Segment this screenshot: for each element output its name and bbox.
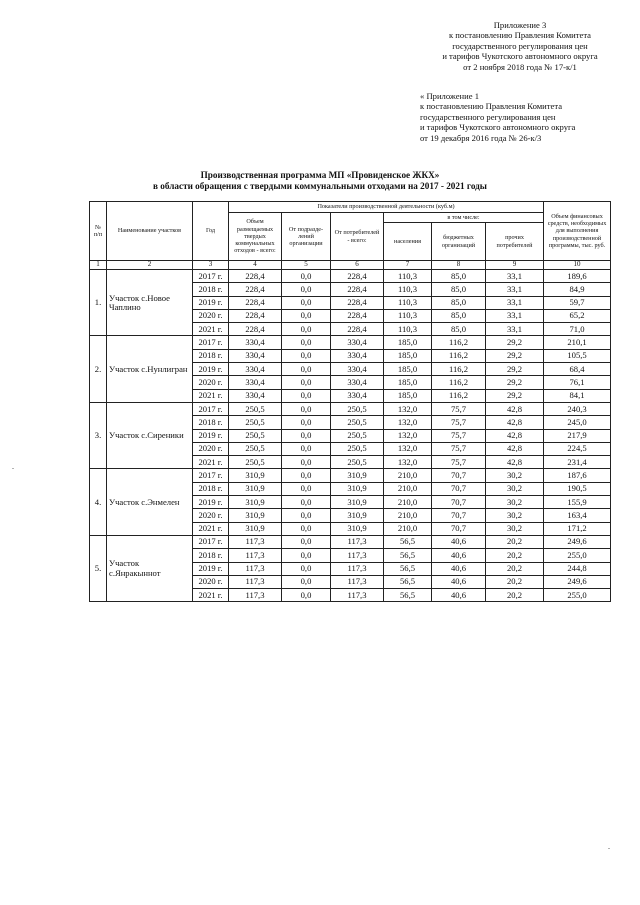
column-numbers-row [90, 261, 611, 270]
value-cell: 228,4 [229, 296, 282, 309]
year-cell: 2018 г. [193, 482, 229, 495]
value-cell: 117,3 [229, 562, 282, 575]
section-name: Участок с.Нунлигран [107, 336, 193, 402]
value-cell: 0,0 [282, 349, 331, 362]
value-cell: 70,7 [432, 522, 486, 535]
value-cell: 228,4 [229, 283, 282, 296]
value-cell: 117,3 [229, 535, 282, 548]
section-index: 1. [90, 270, 107, 336]
value-cell: 29,2 [486, 336, 544, 349]
value-cell: 42,8 [486, 402, 544, 415]
value-cell: 250,5 [331, 416, 384, 429]
value-cell: 116,2 [432, 389, 486, 402]
table-row [90, 535, 611, 548]
value-cell: 75,7 [432, 402, 486, 415]
value-cell: 330,4 [331, 376, 384, 389]
value-cell: 0,0 [282, 535, 331, 548]
header-year: Год [193, 202, 229, 261]
value-cell: 0,0 [282, 336, 331, 349]
value-cell: 132,0 [384, 456, 432, 469]
value-cell: 29,2 [486, 349, 544, 362]
column-number: 9 [486, 261, 544, 270]
value-cell: 0,0 [282, 402, 331, 415]
year-cell: 2021 г. [193, 589, 229, 602]
value-cell: 0,0 [282, 309, 331, 322]
year-cell: 2019 г. [193, 496, 229, 509]
value-cell: 330,4 [229, 363, 282, 376]
value-cell: 0,0 [282, 376, 331, 389]
value-cell: 250,5 [229, 416, 282, 429]
value-cell: 71,0 [544, 323, 611, 336]
section-name: Участок с.Янракыннот [107, 535, 193, 601]
appendix-line: от 2 ноября 2018 года № 17-к/1 [463, 61, 577, 72]
section-name: Участок с.Новое Чаплино [107, 270, 193, 336]
value-cell: 70,7 [432, 496, 486, 509]
value-cell: 330,4 [331, 349, 384, 362]
value-cell: 20,2 [486, 589, 544, 602]
value-cell: 110,3 [384, 323, 432, 336]
value-cell: 231,4 [544, 456, 611, 469]
value-cell: 0,0 [282, 416, 331, 429]
value-cell: 105,5 [544, 349, 611, 362]
value-cell: 0,0 [282, 323, 331, 336]
value-cell: 132,0 [384, 416, 432, 429]
title-line-1: Производственная программа МП «Провиденское ЖКХ» [200, 170, 440, 180]
value-cell: 330,4 [229, 349, 282, 362]
scan-mark: . [608, 842, 610, 851]
value-cell: 249,6 [544, 575, 611, 588]
document-title [90, 170, 550, 192]
year-cell: 2020 г. [193, 309, 229, 322]
value-cell: 250,5 [331, 442, 384, 455]
value-cell: 240,3 [544, 402, 611, 415]
value-cell: 250,5 [229, 442, 282, 455]
year-cell: 2020 г. [193, 575, 229, 588]
year-cell: 2020 г. [193, 509, 229, 522]
section-name: Участок с.Энмелен [107, 469, 193, 535]
value-cell: 255,0 [544, 589, 611, 602]
value-cell: 33,1 [486, 270, 544, 283]
value-cell: 84,1 [544, 389, 611, 402]
appendix-1-block [420, 91, 620, 143]
value-cell: 33,1 [486, 323, 544, 336]
header-finance: Объем финансовых средств, необходимых для выполнения производственной программы, тыс. руб. [544, 202, 611, 261]
value-cell: 40,6 [432, 562, 486, 575]
value-cell: 255,0 [544, 549, 611, 562]
value-cell: 30,2 [486, 509, 544, 522]
value-cell: 155,9 [544, 496, 611, 509]
header-volume: Объем размещаемых твердых коммунальных отходов - всего: [229, 213, 282, 261]
value-cell: 30,2 [486, 522, 544, 535]
production-program-table [89, 201, 611, 602]
value-cell: 116,2 [432, 349, 486, 362]
value-cell: 65,2 [544, 309, 611, 322]
year-cell: 2020 г. [193, 376, 229, 389]
value-cell: 20,2 [486, 535, 544, 548]
header-indicators: Показатели производственной деятельности (куб.м) [229, 202, 544, 213]
value-cell: 84,9 [544, 283, 611, 296]
value-cell: 33,1 [486, 283, 544, 296]
value-cell: 29,2 [486, 363, 544, 376]
value-cell: 42,8 [486, 456, 544, 469]
value-cell: 310,9 [229, 509, 282, 522]
column-number: 8 [432, 261, 486, 270]
value-cell: 29,2 [486, 389, 544, 402]
value-cell: 330,4 [229, 376, 282, 389]
value-cell: 0,0 [282, 442, 331, 455]
header-consumers: От потребителей - всего: [331, 213, 384, 261]
table-row [90, 469, 611, 482]
value-cell: 187,6 [544, 469, 611, 482]
value-cell: 132,0 [384, 429, 432, 442]
year-cell: 2018 г. [193, 416, 229, 429]
value-cell: 190,5 [544, 482, 611, 495]
year-cell: 2021 г. [193, 456, 229, 469]
year-cell: 2021 г. [193, 389, 229, 402]
value-cell: 75,7 [432, 416, 486, 429]
value-cell: 68,4 [544, 363, 611, 376]
value-cell: 0,0 [282, 496, 331, 509]
value-cell: 33,1 [486, 296, 544, 309]
value-cell: 40,6 [432, 535, 486, 548]
value-cell: 228,4 [331, 323, 384, 336]
value-cell: 310,9 [331, 482, 384, 495]
header-num: № п/п [90, 202, 107, 261]
column-number: 2 [107, 261, 193, 270]
value-cell: 228,4 [229, 323, 282, 336]
value-cell: 85,0 [432, 283, 486, 296]
scan-mark: . [12, 462, 14, 471]
value-cell: 228,4 [331, 283, 384, 296]
column-number: 5 [282, 261, 331, 270]
value-cell: 75,7 [432, 429, 486, 442]
year-cell: 2019 г. [193, 363, 229, 376]
value-cell: 30,2 [486, 469, 544, 482]
value-cell: 117,3 [331, 535, 384, 548]
column-number: 1 [90, 261, 107, 270]
value-cell: 85,0 [432, 296, 486, 309]
year-cell: 2019 г. [193, 562, 229, 575]
header-budget: бюджетных организаций [432, 223, 486, 261]
column-number: 3 [193, 261, 229, 270]
year-cell: 2018 г. [193, 283, 229, 296]
value-cell: 40,6 [432, 575, 486, 588]
value-cell: 0,0 [282, 270, 331, 283]
appendix-line: Приложение 3 [493, 20, 547, 30]
value-cell: 75,7 [432, 456, 486, 469]
value-cell: 85,0 [432, 309, 486, 322]
value-cell: 310,9 [229, 522, 282, 535]
appendix-line: и тарифов Чукотского автономного округа [420, 122, 576, 133]
value-cell: 0,0 [282, 549, 331, 562]
value-cell: 330,4 [331, 389, 384, 402]
year-cell: 2021 г. [193, 323, 229, 336]
column-number: 7 [384, 261, 432, 270]
value-cell: 70,7 [432, 482, 486, 495]
appendix-line: к постановлению Правления Комитета [448, 30, 591, 41]
year-cell: 2017 г. [193, 535, 229, 548]
value-cell: 171,2 [544, 522, 611, 535]
value-cell: 110,3 [384, 270, 432, 283]
value-cell: 0,0 [282, 522, 331, 535]
value-cell: 228,4 [331, 296, 384, 309]
value-cell: 132,0 [384, 402, 432, 415]
value-cell: 117,3 [229, 549, 282, 562]
value-cell: 110,3 [384, 309, 432, 322]
table-body [90, 270, 611, 602]
year-cell: 2021 г. [193, 522, 229, 535]
value-cell: 116,2 [432, 336, 486, 349]
year-cell: 2019 г. [193, 296, 229, 309]
header-name: Наименование участков [107, 202, 193, 261]
header-divisions: От подразде-лений организации [282, 213, 331, 261]
appendix-line: « Приложение 1 [420, 91, 480, 101]
year-cell: 2018 г. [193, 349, 229, 362]
value-cell: 310,9 [229, 469, 282, 482]
value-cell: 0,0 [282, 283, 331, 296]
value-cell: 245,0 [544, 416, 611, 429]
value-cell: 330,4 [229, 336, 282, 349]
value-cell: 210,0 [384, 522, 432, 535]
value-cell: 117,3 [331, 549, 384, 562]
value-cell: 0,0 [282, 575, 331, 588]
value-cell: 310,9 [331, 522, 384, 535]
value-cell: 310,9 [229, 496, 282, 509]
value-cell: 33,1 [486, 309, 544, 322]
value-cell: 224,5 [544, 442, 611, 455]
value-cell: 310,9 [331, 509, 384, 522]
value-cell: 249,6 [544, 535, 611, 548]
value-cell: 76,1 [544, 376, 611, 389]
appendix-line: и тарифов Чукотского автономного округа [442, 51, 598, 62]
value-cell: 110,3 [384, 296, 432, 309]
value-cell: 228,4 [331, 270, 384, 283]
year-cell: 2020 г. [193, 442, 229, 455]
value-cell: 228,4 [229, 270, 282, 283]
value-cell: 117,3 [331, 575, 384, 588]
value-cell: 20,2 [486, 549, 544, 562]
value-cell: 210,0 [384, 496, 432, 509]
value-cell: 250,5 [331, 456, 384, 469]
section-index: 5. [90, 535, 107, 601]
value-cell: 56,5 [384, 589, 432, 602]
value-cell: 42,8 [486, 442, 544, 455]
year-cell: 2017 г. [193, 270, 229, 283]
value-cell: 29,2 [486, 376, 544, 389]
value-cell: 250,5 [331, 402, 384, 415]
value-cell: 250,5 [229, 429, 282, 442]
value-cell: 75,7 [432, 442, 486, 455]
value-cell: 30,2 [486, 496, 544, 509]
table-row [90, 270, 611, 283]
title-line-2: в области обращения с твердыми коммунальными отходами на 2017 - 2021 годы [153, 181, 487, 191]
table-row [90, 402, 611, 415]
value-cell: 85,0 [432, 270, 486, 283]
value-cell: 0,0 [282, 456, 331, 469]
value-cell: 244,8 [544, 562, 611, 575]
value-cell: 163,4 [544, 509, 611, 522]
value-cell: 56,5 [384, 562, 432, 575]
value-cell: 42,8 [486, 429, 544, 442]
appendix-line: государственного регулирования цен [420, 111, 556, 122]
header-population: населения [384, 223, 432, 261]
value-cell: 185,0 [384, 376, 432, 389]
value-cell: 20,2 [486, 575, 544, 588]
value-cell: 59,7 [544, 296, 611, 309]
value-cell: 117,3 [331, 562, 384, 575]
value-cell: 56,5 [384, 575, 432, 588]
value-cell: 185,0 [384, 336, 432, 349]
value-cell: 210,0 [384, 482, 432, 495]
value-cell: 0,0 [282, 363, 331, 376]
section-index: 4. [90, 469, 107, 535]
year-cell: 2017 г. [193, 402, 229, 415]
value-cell: 185,0 [384, 363, 432, 376]
value-cell: 330,4 [229, 389, 282, 402]
value-cell: 20,2 [486, 562, 544, 575]
value-cell: 217,9 [544, 429, 611, 442]
year-cell: 2018 г. [193, 549, 229, 562]
value-cell: 228,4 [229, 309, 282, 322]
appendix-line: государственного регулирования цен [452, 40, 588, 51]
year-cell: 2017 г. [193, 469, 229, 482]
table-row [90, 336, 611, 349]
value-cell: 0,0 [282, 429, 331, 442]
value-cell: 330,4 [331, 363, 384, 376]
year-cell: 2017 г. [193, 336, 229, 349]
header-other: прочих потребителей [486, 223, 544, 261]
value-cell: 210,1 [544, 336, 611, 349]
value-cell: 0,0 [282, 509, 331, 522]
value-cell: 0,0 [282, 389, 331, 402]
value-cell: 210,0 [384, 469, 432, 482]
value-cell: 310,9 [229, 482, 282, 495]
value-cell: 210,0 [384, 509, 432, 522]
value-cell: 0,0 [282, 296, 331, 309]
year-cell: 2019 г. [193, 429, 229, 442]
value-cell: 116,2 [432, 363, 486, 376]
value-cell: 117,3 [331, 589, 384, 602]
value-cell: 0,0 [282, 469, 331, 482]
value-cell: 30,2 [486, 482, 544, 495]
value-cell: 70,7 [432, 509, 486, 522]
value-cell: 116,2 [432, 376, 486, 389]
value-cell: 132,0 [384, 442, 432, 455]
value-cell: 185,0 [384, 389, 432, 402]
value-cell: 85,0 [432, 323, 486, 336]
header-incl: в том числе: [384, 213, 544, 223]
value-cell: 117,3 [229, 589, 282, 602]
value-cell: 0,0 [282, 562, 331, 575]
appendix-3-block [420, 20, 620, 72]
value-cell: 310,9 [331, 496, 384, 509]
value-cell: 330,4 [331, 336, 384, 349]
value-cell: 250,5 [229, 456, 282, 469]
column-number: 6 [331, 261, 384, 270]
value-cell: 0,0 [282, 589, 331, 602]
value-cell: 56,5 [384, 535, 432, 548]
section-index: 2. [90, 336, 107, 402]
value-cell: 40,6 [432, 549, 486, 562]
column-number: 10 [544, 261, 611, 270]
value-cell: 42,8 [486, 416, 544, 429]
column-number: 4 [229, 261, 282, 270]
section-index: 3. [90, 402, 107, 468]
value-cell: 40,6 [432, 589, 486, 602]
value-cell: 189,6 [544, 270, 611, 283]
value-cell: 228,4 [331, 309, 384, 322]
value-cell: 250,5 [229, 402, 282, 415]
value-cell: 250,5 [331, 429, 384, 442]
section-name: Участок с.Сиреники [107, 402, 193, 468]
value-cell: 70,7 [432, 469, 486, 482]
appendix-line: от 19 декабря 2016 года № 26-к/3 [420, 132, 542, 143]
appendix-line: к постановлению Правления Комитета [420, 101, 563, 112]
value-cell: 0,0 [282, 482, 331, 495]
value-cell: 117,3 [229, 575, 282, 588]
value-cell: 110,3 [384, 283, 432, 296]
value-cell: 56,5 [384, 549, 432, 562]
value-cell: 310,9 [331, 469, 384, 482]
value-cell: 185,0 [384, 349, 432, 362]
